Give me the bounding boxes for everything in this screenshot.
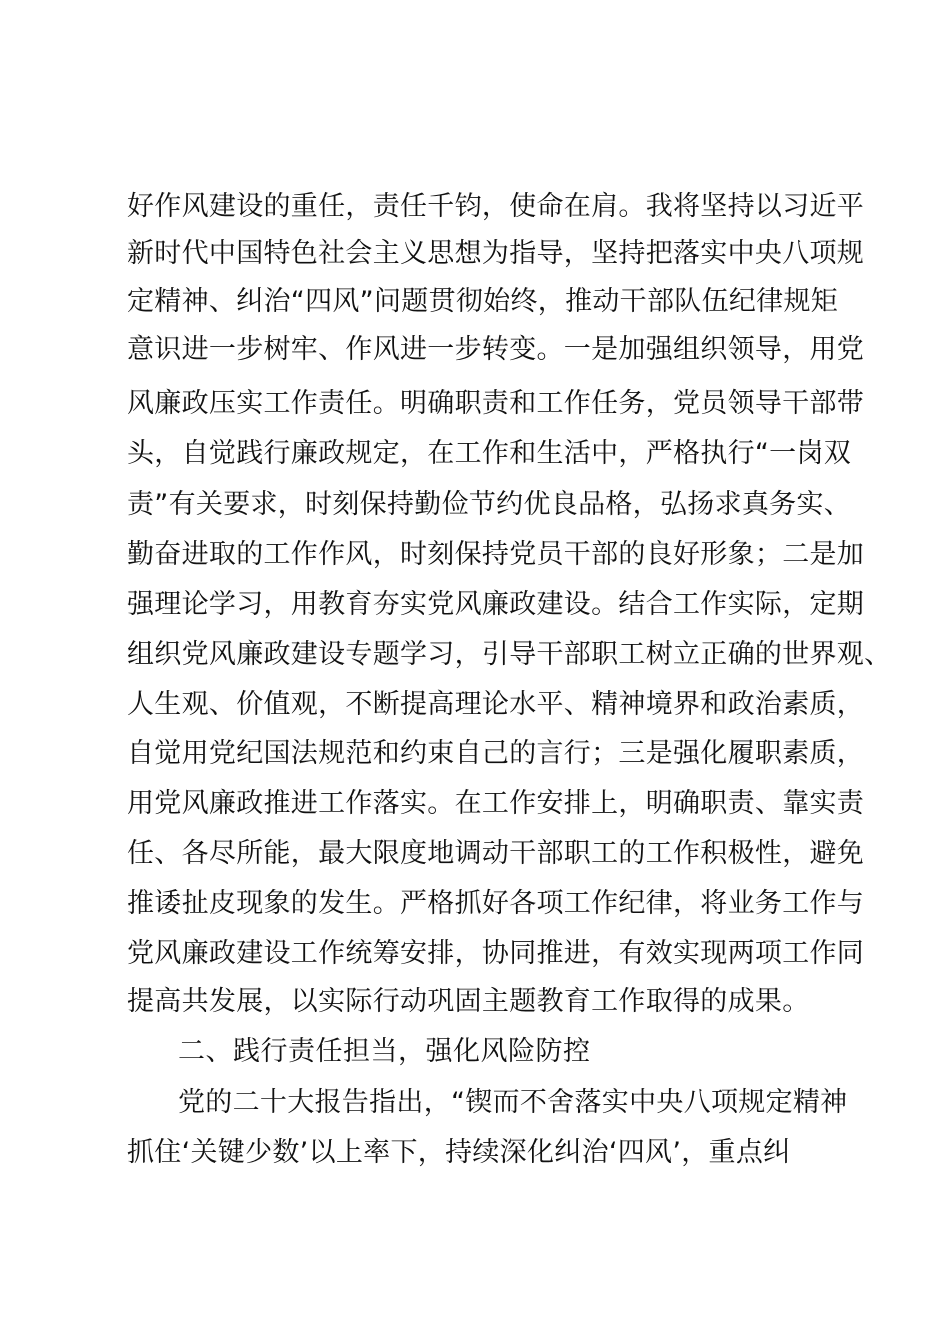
body-text-line: 新时代中国特色社会主义思想为指导，坚持把落实中央八项规 xyxy=(127,238,865,269)
section-heading: 二、践行责任担当，强化风险防控 xyxy=(178,1036,591,1067)
body-text-line: 党风廉政建设工作统筹安排，协同推进，有效实现两项工作同 xyxy=(127,938,865,969)
body-text-line: 好作风建设的重任，责任千钧，使命在肩。我将坚持以习近平 xyxy=(127,191,865,222)
body-text-line: 责”有关要求，时刻保持勤俭节约优良品格，弘扬求真务实、 xyxy=(127,489,852,520)
body-text-line: 任、各尽所能，最大限度地调动干部职工的工作积极性，避免 xyxy=(127,838,865,869)
body-text-line: 用党风廉政推进工作落实。在工作安排上，明确职责、靠实责 xyxy=(127,788,865,819)
body-text-line: 勤奋进取的工作作风，时刻保持党员干部的良好形象；二是加 xyxy=(127,539,865,570)
body-text-line: 意识进一步树牢、作风进一步转变。一是加强组织领导，用党 xyxy=(127,334,865,365)
body-text-line: 风廉政压实工作责任。明确职责和工作任务，党员领导干部带 xyxy=(127,388,865,419)
body-text-line: 提高共发展，以实际行动巩固主题教育工作取得的成果。 xyxy=(127,986,810,1017)
body-text-line: 组织党风廉政建设专题学习，引导干部职工树立正确的世界观、 xyxy=(127,639,892,670)
body-text-line: 自觉用党纪国法规范和约束自己的言行；三是强化履职素质， xyxy=(127,738,865,769)
body-text-line: 强理论学习，用教育夯实党风廉政建设。结合工作实际，定期 xyxy=(127,589,865,620)
body-text-line: 抓住‘关键少数’以上率下，持续深化纠治‘四风’，重点纠 xyxy=(127,1137,791,1168)
body-text-line: 人生观、价值观，不断提高理论水平、精神境界和政治素质， xyxy=(127,689,865,720)
body-text-line: 党的二十大报告指出，“锲而不舍落实中央八项规定精神 xyxy=(178,1087,848,1118)
body-text-line: 头，自觉践行廉政规定，在工作和生活中，严格执行“一岗双 xyxy=(127,438,852,469)
body-text-line: 推诿扯皮现象的发生。严格抓好各项工作纪律，将业务工作与 xyxy=(127,888,865,919)
body-text-line: 定精神、纠治“四风”问题贯彻始终，推动干部队伍纪律规矩 xyxy=(127,286,839,317)
